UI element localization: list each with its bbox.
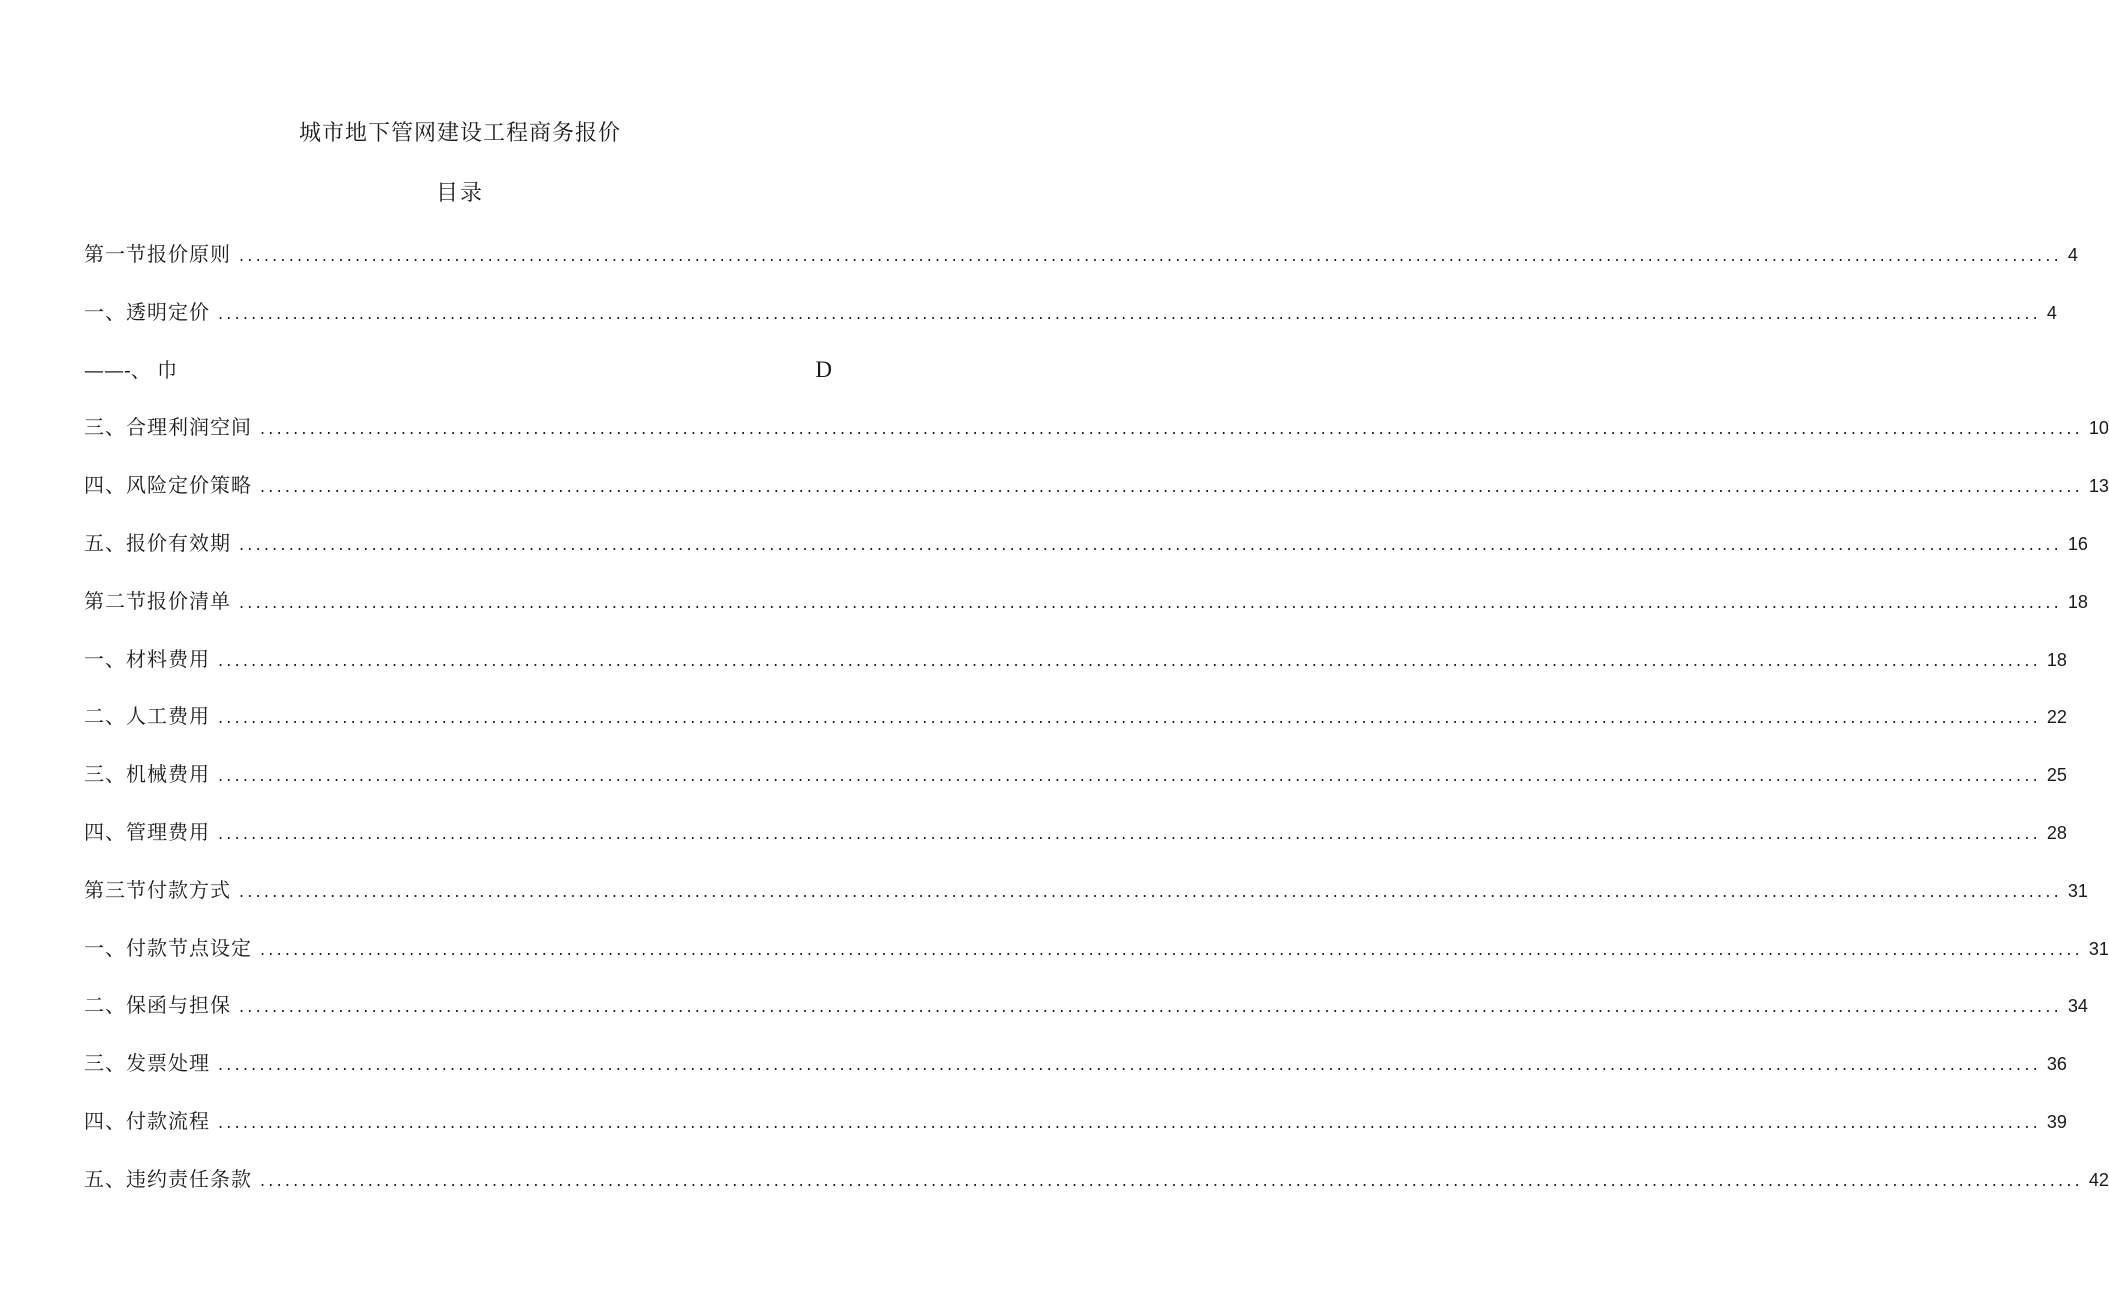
toc-entry[interactable] — [84, 583, 2088, 641]
toc-entry[interactable] — [84, 294, 2057, 352]
toc-entry-page-number: 42 — [2088, 1169, 2109, 1190]
toc-dot-leader: ............................................................................................................................................................................................................................ — [260, 1170, 2083, 1190]
toc-entry-label: 第三节付款方式 — [84, 877, 231, 902]
toc-entry-page-number: 31 — [2088, 938, 2109, 959]
toc-entry-page-number: 13 — [2088, 476, 2109, 497]
toc-entry-page-number: 31 — [2067, 880, 2088, 901]
toc-dot-leader: ............................................................................................................................................................................................................................ — [239, 881, 2062, 901]
toc-entry-label: 三、合理利润空间 — [84, 415, 252, 440]
toc-entry-page-number: D — [815, 356, 832, 382]
toc-entry-label: 四、风险定价策略 — [84, 473, 252, 498]
toc-entry[interactable] — [84, 814, 2067, 872]
toc-entry-page-number: 22 — [2046, 707, 2067, 728]
toc-entry-label: 一、付款节点设定 — [84, 935, 252, 960]
toc-dot-leader: ............................................................................................................................................................................................................................ — [239, 246, 2062, 265]
toc-entry[interactable] — [84, 987, 2088, 1045]
toc-entry-page-number: 18 — [2046, 649, 2067, 670]
toc-entry[interactable] — [84, 641, 2067, 699]
toc-dot-leader: ............................................................................................................................................................................................................................ — [260, 939, 2083, 959]
toc-entry[interactable] — [84, 236, 2078, 294]
toc-entry[interactable] — [84, 872, 2088, 930]
toc-dot-leader: ............................................................................................................................................................................................................................ — [239, 592, 2062, 612]
toc-entry-page-number: 4 — [2067, 245, 2078, 265]
toc-dot-leader: ............................................................................................................................................................................................................................ — [218, 823, 2041, 843]
toc-entry-page-number: 18 — [2067, 591, 2088, 612]
toc-entry[interactable] — [84, 1161, 2109, 1219]
toc-dot-leader: ............................................................................................................................................................................................................................ — [239, 997, 2062, 1017]
toc-dot-leader: ............................................................................................................................................................................................................................ — [260, 477, 2083, 497]
toc-entry-page-number: 36 — [2046, 1054, 2067, 1075]
toc-dot-leader: ............................................................................................................................................................................................................................ — [218, 650, 2041, 670]
toc-entry-page-number: 16 — [2067, 533, 2088, 554]
toc-dot-leader: ............................................................................................................................................................................................................................ — [218, 766, 2041, 786]
toc-entry[interactable] — [84, 756, 2067, 814]
document-title: 城市地下管网建设工程商务报价 — [298, 121, 621, 146]
toc-dot-leader: ............................................................................................................................................................................................................................ — [239, 534, 2062, 554]
toc-entry-label: 一、材料费用 — [84, 646, 210, 671]
toc-entry-page-number: 25 — [2046, 765, 2067, 786]
toc-entry-label: 三、发票处理 — [84, 1051, 210, 1076]
toc-entry-page-number: 39 — [2046, 1111, 2067, 1132]
toc-entry-label: 二、保函与担保 — [84, 993, 231, 1018]
table-of-contents — [84, 236, 2109, 1219]
toc-entry-label: 第二节报价清单 — [84, 588, 231, 613]
toc-entry-page-number: 4 — [2046, 302, 2057, 323]
toc-entry[interactable] — [84, 467, 2109, 525]
toc-entry-page-number: 34 — [2067, 996, 2088, 1017]
toc-entry[interactable] — [84, 1103, 2067, 1161]
toc-dot-leader: ............................................................................................................................................................................................................................ — [218, 1055, 2041, 1075]
toc-entry-label: 五、报价有效期 — [84, 530, 231, 555]
toc-entry-label: 第一节报价原则 — [84, 242, 231, 266]
toc-dot-leader: ............................................................................................................................................................................................................................ — [218, 708, 2041, 728]
toc-entry-label: 四、管理费用 — [84, 819, 210, 844]
toc-dot-leader: ............................................................................................................................................................................................................................ — [218, 303, 2041, 323]
toc-entry-label: 三、机械费用 — [84, 762, 210, 787]
toc-heading: 目录 — [435, 181, 484, 206]
toc-entry[interactable] — [84, 352, 832, 410]
toc-entry-label: 四、付款流程 — [84, 1108, 210, 1133]
toc-dot-leader: ............................................................................................................................................................................................................................ — [218, 1112, 2041, 1132]
toc-entry-label: ——-、 巾 — [84, 357, 178, 382]
toc-entry-label: 五、违约责任条款 — [84, 1166, 252, 1191]
toc-entry-label: 一、透明定价 — [84, 299, 210, 324]
toc-entry[interactable] — [84, 698, 2067, 756]
toc-dot-leader: ............................................................................................................................................................................................................................ — [260, 419, 2083, 439]
toc-entry[interactable] — [84, 1045, 2067, 1103]
toc-entry[interactable] — [84, 525, 2088, 583]
toc-entry-label: 二、人工费用 — [84, 704, 210, 729]
toc-entry[interactable] — [84, 930, 2109, 988]
toc-entry[interactable] — [84, 409, 2109, 467]
toc-entry-page-number: 10 — [2088, 418, 2109, 439]
toc-entry-page-number: 28 — [2046, 822, 2067, 843]
